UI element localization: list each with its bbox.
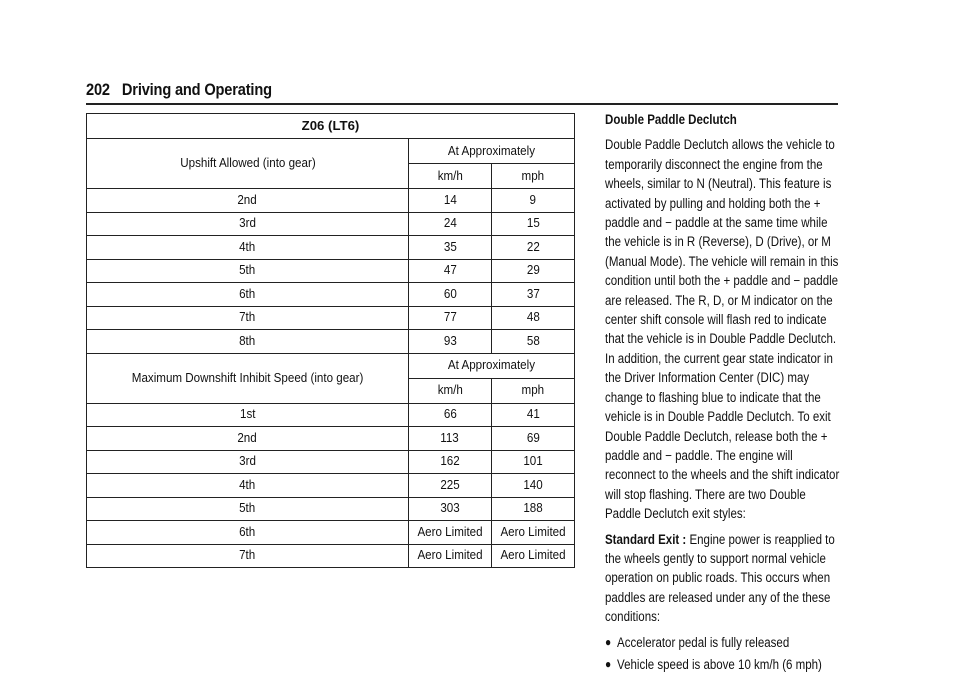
table-row (87, 544, 575, 568)
header-rule (86, 103, 838, 105)
kmh-cell (409, 330, 492, 354)
table-row (87, 283, 575, 307)
table-title: Z06 (LT6) (87, 114, 575, 139)
gear-cell (87, 497, 409, 521)
kmh-cell (409, 306, 492, 330)
unit-mph-header (492, 164, 575, 189)
gear-cell-text: 2nd (237, 191, 258, 207)
gear-cell-text: 4th (239, 476, 256, 492)
mph-cell (492, 474, 575, 498)
mph-cell (492, 189, 575, 213)
kmh-cell-text: 35 (443, 238, 457, 254)
mph-cell (492, 306, 575, 330)
standard-exit-text: Engine power is reapplied to the wheels gently to support normal vehicle operation on public roads. This occurs when paddles are released under any of the these conditions: (605, 531, 835, 625)
mph-cell-text: 9 (529, 191, 537, 207)
kmh-cell-text: 77 (443, 309, 457, 325)
kmh-cell (409, 497, 492, 521)
mph-cell-text: 140 (523, 476, 543, 492)
gear-cell (87, 330, 409, 354)
mph-cell-text: Aero Limited (500, 547, 566, 563)
mph-cell-text: 58 (526, 332, 540, 348)
kmh-cell-text: Aero Limited (417, 547, 483, 563)
unit-kmh-header-text: km/h (437, 167, 463, 183)
mph-cell-text: 48 (526, 309, 540, 325)
mph-cell (492, 403, 575, 427)
mph-cell (492, 236, 575, 260)
gear-cell (87, 189, 409, 213)
mph-cell (492, 259, 575, 283)
mph-cell (492, 450, 575, 474)
table-row (87, 189, 575, 213)
gear-cell (87, 474, 409, 498)
mph-cell-text: 69 (526, 429, 540, 445)
mph-cell-text: 15 (526, 215, 540, 231)
mph-cell (492, 427, 575, 451)
gear-cell-text: 3rd (239, 215, 256, 231)
gear-cell-text: 1st (239, 406, 256, 422)
mph-cell-text: 41 (526, 406, 540, 422)
table-row (87, 427, 575, 451)
kmh-cell-text: 162 (440, 453, 460, 469)
table-row (87, 497, 575, 521)
gear-cell (87, 212, 409, 236)
gear-cell-text: 6th (239, 285, 256, 301)
page-header (86, 80, 272, 100)
table-title-row (87, 114, 575, 139)
gear-cell (87, 259, 409, 283)
kmh-cell-text: Aero Limited (417, 523, 483, 539)
page-number: 202 (86, 80, 110, 99)
gear-cell-text: 7th (239, 547, 256, 563)
gear-cell-text: 7th (239, 309, 256, 325)
mph-cell (492, 544, 575, 568)
list-item-text: Accelerator pedal is fully released (617, 634, 790, 650)
downshift-header-row (87, 353, 575, 378)
shift-speed-table (86, 113, 575, 568)
kmh-cell (409, 259, 492, 283)
upshift-label (87, 139, 409, 189)
gear-cell (87, 403, 409, 427)
unit-mph-header-text: mph (521, 382, 545, 398)
mph-cell-text: 37 (526, 285, 540, 301)
gear-cell (87, 306, 409, 330)
article-heading: Double Paddle Declutch (605, 112, 737, 127)
unit-kmh-header (409, 378, 492, 403)
mph-cell (492, 212, 575, 236)
gear-cell-text: 2nd (237, 429, 258, 445)
kmh-cell (409, 427, 492, 451)
unit-mph-header-text: mph (521, 167, 545, 183)
section-title: Driving and Operating (121, 80, 272, 99)
table-row (87, 330, 575, 354)
unit-kmh-header-text: km/h (437, 382, 463, 398)
gear-cell (87, 450, 409, 474)
table-row (87, 450, 575, 474)
list-item (605, 633, 844, 652)
mph-cell-text: 101 (523, 453, 543, 469)
kmh-cell-text: 24 (443, 215, 457, 231)
bullet-icon: ● (605, 656, 612, 671)
mph-cell-text: 188 (523, 500, 543, 516)
approx-header-text: At Approximately (447, 142, 536, 158)
gear-cell-text: 5th (239, 262, 256, 278)
table-row (87, 403, 575, 427)
downshift-label-text: Maximum Downshift Inhibit Speed (into gear) (131, 369, 364, 385)
approx-header (409, 139, 575, 164)
gear-cell-text: 3rd (239, 453, 256, 469)
upshift-header-row (87, 139, 575, 164)
kmh-cell (409, 544, 492, 568)
kmh-cell-text: 225 (440, 476, 460, 492)
gear-cell (87, 544, 409, 568)
mph-cell (492, 497, 575, 521)
gear-cell-text: 8th (239, 332, 256, 348)
gear-cell (87, 427, 409, 451)
kmh-cell-text: 93 (443, 332, 457, 348)
mph-cell (492, 283, 575, 307)
kmh-cell (409, 212, 492, 236)
upshift-label-text: Upshift Allowed (into gear) (179, 155, 316, 171)
unit-mph-header (492, 378, 575, 403)
mph-cell (492, 521, 575, 545)
condition-list (605, 633, 844, 675)
standard-exit-label: Standard Exit : (605, 531, 687, 547)
article-intro: Double Paddle Declutch allows the vehicle to temporarily disconnect the engine from the wheels, similar to N (Neutral). This feature is activated by pulling and holding both the + paddle and − paddle at the same time while the vehicle is in R (Reverse), D (Drive), or M (Manual Mode). The vehicle will remain in this condition until both the + paddle and − paddle are released. The R, D, or M indicator on the center shift console will flash red to indicate that the vehicle is in Double Paddle Declutch. In addition, the current gear state indicator in the Driver Information Center (DIC) may change to flashing blue to indicate that the vehicle is in Double Paddle Declutch. To exit Double Paddle Declutch, release both the + paddle and − paddle. The engine will reconnect to the wheels and the shift indicator will stop flashing. There are two Double Paddle Declutch exit styles: (605, 137, 840, 522)
kmh-cell-text: 47 (443, 262, 457, 278)
downshift-label (87, 353, 409, 403)
table-row (87, 474, 575, 498)
mph-cell (492, 330, 575, 354)
standard-exit-paragraph (605, 530, 844, 627)
table-row (87, 212, 575, 236)
gear-cell-text: 5th (239, 500, 256, 516)
table-row (87, 306, 575, 330)
list-item-text: Vehicle speed is above 10 km/h (6 mph) (617, 656, 822, 672)
gear-cell (87, 283, 409, 307)
mph-cell-text: 22 (526, 238, 540, 254)
kmh-cell (409, 474, 492, 498)
kmh-cell (409, 403, 492, 427)
gear-cell (87, 521, 409, 545)
list-item (605, 655, 844, 674)
unit-kmh-header (409, 164, 492, 189)
kmh-cell-text: 113 (440, 429, 460, 445)
table-row (87, 236, 575, 260)
mph-cell-text: 29 (526, 262, 540, 278)
gear-cell-text: 4th (239, 238, 256, 254)
approx-header (409, 353, 575, 378)
article-column (605, 110, 843, 677)
kmh-cell-text: 66 (443, 406, 457, 422)
gear-cell-text: 6th (239, 523, 256, 539)
kmh-cell-text: 60 (443, 285, 457, 301)
kmh-cell (409, 236, 492, 260)
table-row (87, 521, 575, 545)
mph-cell-text: Aero Limited (500, 523, 566, 539)
kmh-cell-text: 14 (443, 191, 457, 207)
approx-header-text: At Approximately (447, 357, 536, 373)
kmh-cell-text: 303 (440, 500, 460, 516)
kmh-cell (409, 189, 492, 213)
kmh-cell (409, 521, 492, 545)
kmh-cell (409, 283, 492, 307)
kmh-cell (409, 450, 492, 474)
table-row (87, 259, 575, 283)
bullet-icon: ● (605, 634, 612, 649)
gear-cell (87, 236, 409, 260)
